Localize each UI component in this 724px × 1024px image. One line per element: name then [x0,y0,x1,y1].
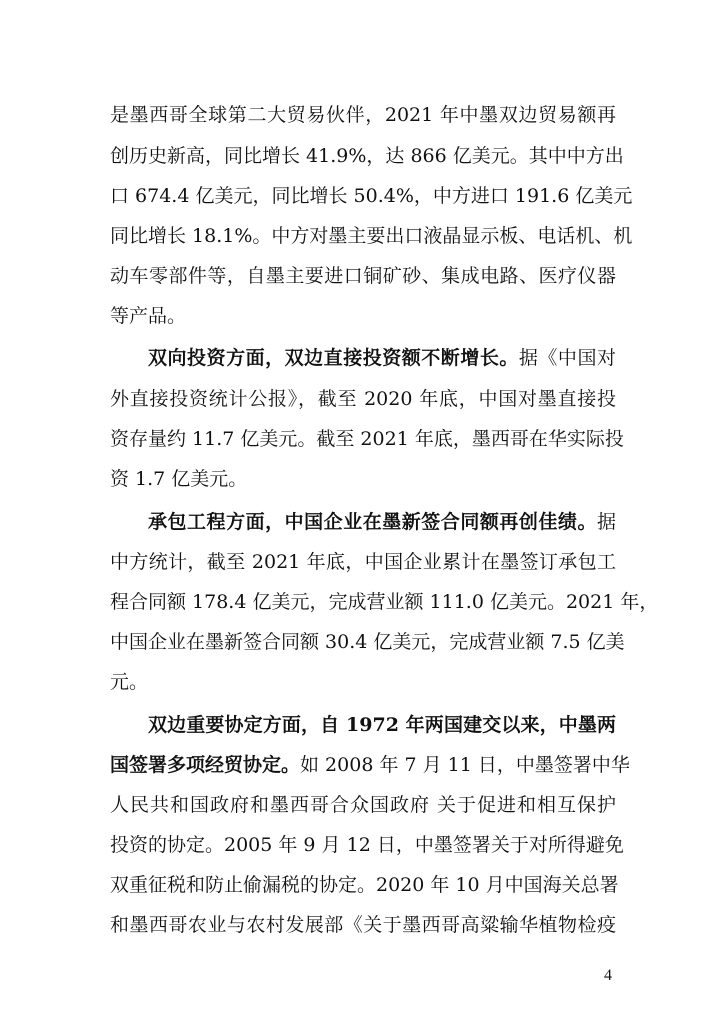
text-line: 人民共和国政府和墨西哥合众国政府 关于促进和相互保护 [110,794,616,816]
paragraph-first-line [148,346,616,370]
text-line: 外直接投资统计公报》，截至 2020 年底，中国对墨直接投 [110,388,616,410]
paragraph-text: 如 2008 年 7 月 11 日，中墨签署中华 [300,754,630,776]
paragraph-mixed-line [110,753,630,777]
text-line: 口 674.4 亿美元，同比增长 50.4%，中方进口 191.6 亿美元 [110,185,633,207]
paragraph-text: 据 [596,511,616,533]
text-line: 是墨西哥全球第二大贸易伙伴，2021 年中墨双边贸易额再 [110,104,616,126]
paragraph-heading: 双边重要协定方面，自 1972 年两国建交以来，中墨两 [148,714,616,736]
text-line: 双重征税和防止偷漏税的协定。2020 年 10 月中国海关总署 [110,874,619,896]
text-line: 同比增长 18.1%。中方对墨主要出口液晶显示板、电话机、机 [110,225,633,247]
paragraph-first-line [148,510,616,534]
text-line: 资 1.7 亿美元。 [110,468,248,490]
page-number: 4 [604,967,612,984]
paragraph-heading: 承包工程方面，中国企业在墨新签合同额再创佳绩。 [148,511,597,533]
text-line: 程合同额 178.4 亿美元，完成营业额 111.0 亿美元。2021 年， [110,591,659,613]
text-line: 中方统计，截至 2021 年底，中国企业累计在墨签订承包工 [110,551,616,573]
paragraph-text: 据《中国对 [518,347,616,369]
text-line: 动车零部件等，自墨主要进口铜矿砂、集成电路、医疗仪器 [110,265,616,287]
text-line: 等产品。 [110,305,187,327]
text-line: 创历史新高，同比增长 41.9%，达 866 亿美元。其中中方出 [110,145,624,167]
text-line: 和墨西哥农业与农村发展部《关于墨西哥高粱输华植物检疫 [110,914,616,936]
paragraph-heading: 双向投资方面，双边直接投资额不断增长。 [148,347,519,369]
text-line: 投资的协定。2005 年 9 月 12 日，中墨签署关于对所得避免 [110,834,624,856]
text-line: 资存量约 11.7 亿美元。截至 2021 年底，墨西哥在华实际投 [110,428,624,450]
text-line: 中国企业在墨新签合同额 30.4 亿美元，完成营业额 7.5 亿美 [110,631,625,653]
text-line: 元。 [110,671,149,693]
paragraph-heading: 国签署多项经贸协定。 [110,754,301,776]
